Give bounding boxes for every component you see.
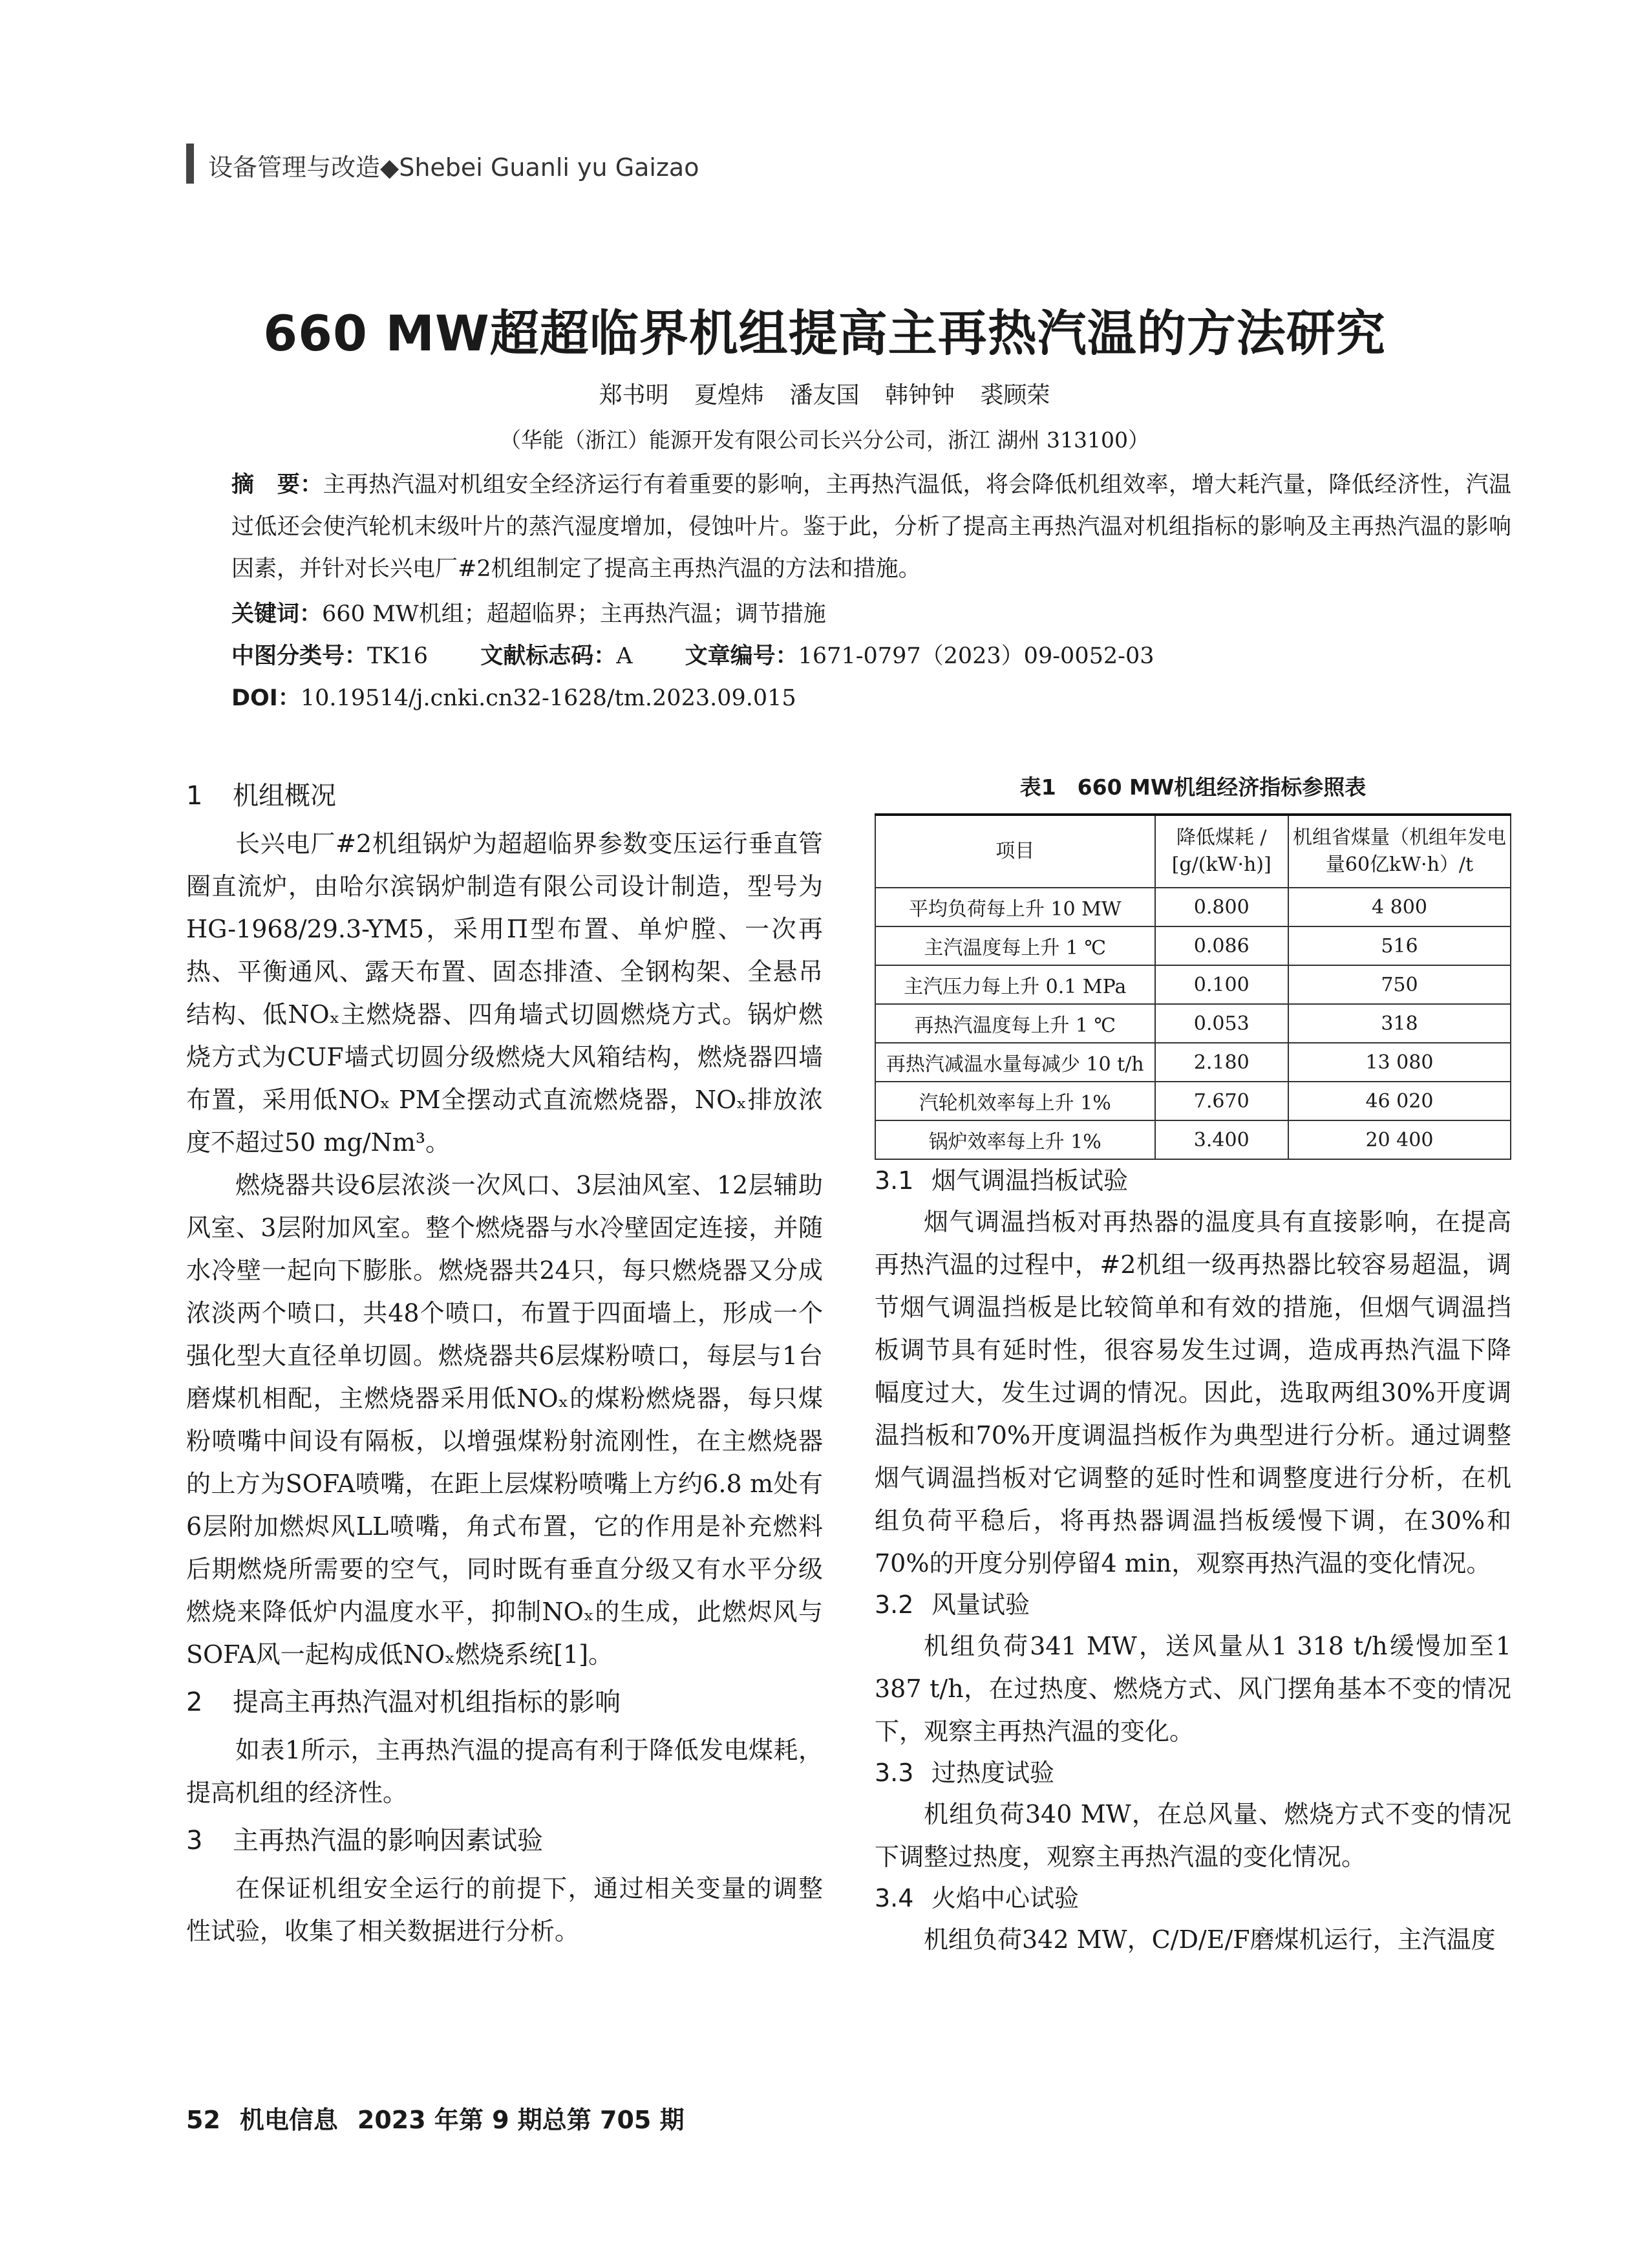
table-cell: 0.100 bbox=[1155, 965, 1288, 1004]
section-3-heading bbox=[186, 1818, 823, 1863]
table-cell: 318 bbox=[1288, 1004, 1511, 1043]
section-title: 机组概况 bbox=[233, 781, 336, 811]
journal-name: 机电信息 bbox=[239, 2106, 338, 2134]
keywords-label: 关键词： bbox=[231, 601, 323, 627]
table-caption: 表1 660 MW机组经济指标参照表 bbox=[1019, 775, 1367, 800]
table-cell: 20 400 bbox=[1288, 1120, 1511, 1159]
running-header: 设备管理与改造◆Shebei Guanli yu Gaizao bbox=[208, 153, 699, 182]
section-3-2-heading bbox=[875, 1585, 1511, 1625]
doc-item bbox=[480, 643, 632, 669]
clc-label: 中图分类号： bbox=[231, 643, 368, 669]
affiliation: （华能（浙江）能源开发有限公司长兴分公司，浙江 湖州 313100） bbox=[500, 427, 1149, 453]
column-header: 降低煤耗 / [g/(kW·h)] bbox=[1155, 815, 1288, 888]
abstract bbox=[231, 464, 1511, 590]
clc-value: TK16 bbox=[367, 643, 429, 669]
art-value: 1671-0797（2023）09-0052-03 bbox=[798, 643, 1154, 669]
table-cell: 2.180 bbox=[1155, 1043, 1288, 1082]
table-row bbox=[875, 1004, 1511, 1043]
section-title: 过热度试验 bbox=[931, 1759, 1055, 1787]
table-row bbox=[875, 1120, 1511, 1159]
section-number: 3 bbox=[186, 1826, 203, 1856]
doi-link[interactable]: 10.19514/j.cnki.cn32-1628/tm.2023.09.015 bbox=[300, 685, 796, 711]
table-cell: 46 020 bbox=[1288, 1082, 1511, 1120]
abstract-text: 主再热汽温对机组安全经济运行有着重要的影响，主再热汽温低，将会降低机组效率，增大耗汽量，降低经济性，汽温过低还会使汽轮机末级叶片的蒸汽湿度增加，侵蚀叶片。鉴于此，分析了提高主再热汽温对机组指标的影响及主再热汽温的影响因素，并针对长兴电厂#2机组制定了提高主再热汽温的方法和措施。 bbox=[231, 472, 1511, 582]
art-label: 文章编号： bbox=[685, 643, 798, 669]
column-header: 项目 bbox=[875, 815, 1155, 888]
table-cell: 再热汽温度每上升 1 ℃ bbox=[875, 1004, 1155, 1043]
paragraph: 机组负荷341 MW，送风量从1 318 t/h缓慢加至1 387 t/h，在过热度、燃烧方式、风门摆角基本不变的情况下，观察主再热汽温的变化。 bbox=[875, 1632, 1511, 1746]
doc-value: A bbox=[616, 643, 633, 669]
table-cell: 主汽压力每上升 0.1 MPa bbox=[875, 965, 1155, 1004]
table-cell: 516 bbox=[1288, 926, 1511, 965]
paragraph: 在保证机组安全运行的前提下，通过相关变量的调整性试验，收集了相关数据进行分析。 bbox=[186, 1874, 823, 1945]
keywords bbox=[231, 594, 1511, 636]
section-number: 1 bbox=[186, 781, 203, 811]
paragraph: 如表1所示，主再热汽温的提高有利于降低发电煤耗，提高机组的经济性。 bbox=[186, 1736, 823, 1807]
section-number: 2 bbox=[186, 1687, 203, 1717]
section-title: 风量试验 bbox=[931, 1590, 1030, 1619]
authors: 郑书明 夏煌炜 潘友国 韩钟钟 裘顾荣 bbox=[599, 382, 1050, 409]
doi bbox=[231, 678, 1511, 720]
table-row bbox=[875, 888, 1511, 926]
art-item bbox=[685, 643, 1154, 669]
section-number: 3.2 bbox=[875, 1590, 914, 1619]
page-number: 52 bbox=[186, 2106, 220, 2134]
left-column bbox=[186, 769, 823, 1952]
paragraph: 燃烧器共设6层浓淡一次风口、3层油风室、12层辅助风室、3层附加风室。整个燃烧器与水冷壁固定连接，并随水冷壁一起向下膨胀。燃烧器共24只，每只燃烧器又分成浓淡两个喷口，共48个喷口，布置于四面墙上，形成一个强化型大直径单切圆。燃烧器共6层煤粉喷口，每层与1台磨煤机相配，主燃烧器采用低NOₓ的煤粉燃烧器，每只煤粉喷嘴中间设有隔板，以增强煤粉射流刚性，在主燃烧器的上方为SOFA喷嘴，在距上层煤粉喷嘴上方约6.8 m处有6层附加燃烬风LL喷嘴，角式布置，它的作用是补充燃料后期燃烧所需要的空气，同时既有垂直分级又有水平分级燃烧来降低炉内温度水平，抑制NOₓ的生成，此燃烬风与SOFA风一起构成低NOₓ燃烧系统[1]。 bbox=[186, 1171, 823, 1669]
section-1-heading bbox=[186, 773, 823, 818]
clc-item bbox=[231, 643, 428, 669]
table-cell: 750 bbox=[1288, 965, 1511, 1004]
paragraph: 烟气调温挡板对再热器的温度具有直接影响，在提高再热汽温的过程中，#2机组一级再热器比较容易超温，调节烟气调温挡板是比较简单和有效的措施，但烟气调温挡板调节具有延时性，很容易发生过调，造成再热汽温下降幅度过大，发生过调的情况。因此，选取两组30%开度调温挡板和70%开度调温挡板作为典型进行分析。通过调整烟气调温挡板对它调整的延时性和调整度进行分析，在机组负荷平稳后，将再热器调温挡板缓慢下调，在30%和70%的开度分别停留4 min，观察再热汽温的变化情况。 bbox=[875, 1208, 1511, 1578]
table-row bbox=[875, 926, 1511, 965]
keywords-text: 660 MW机组；超超临界；主再热汽温；调节措施 bbox=[322, 601, 826, 627]
table-cell: 0.053 bbox=[1155, 1004, 1288, 1043]
paragraph: 机组负荷340 MW，在总风量、燃烧方式不变的情况下调整过热度，观察主再热汽温的变化情况。 bbox=[875, 1800, 1511, 1871]
table-cell: 3.400 bbox=[1155, 1120, 1288, 1159]
right-column bbox=[875, 1161, 1511, 1961]
section-title: 主再热汽温的影响因素试验 bbox=[233, 1826, 543, 1856]
table-cell: 4 800 bbox=[1288, 888, 1511, 926]
economic-index-table bbox=[875, 813, 1511, 1160]
issue-info: 2023 年第 9 期总第 705 期 bbox=[357, 2106, 685, 2134]
section-title: 火焰中心试验 bbox=[931, 1884, 1080, 1912]
classification bbox=[231, 636, 1511, 678]
table-row bbox=[875, 1082, 1511, 1120]
page-title: 660 MW超超临界机组提高主再热汽温的方法研究 bbox=[263, 305, 1386, 362]
doc-label: 文献标志码： bbox=[480, 643, 617, 669]
table-cell: 0.800 bbox=[1155, 888, 1288, 926]
section-title: 提高主再热汽温对机组指标的影响 bbox=[233, 1687, 621, 1717]
table-row bbox=[875, 965, 1511, 1004]
table-cell: 汽轮机效率每上升 1% bbox=[875, 1082, 1155, 1120]
paragraph: 机组负荷342 MW，C/D/E/F磨煤机运行，主汽温度 bbox=[924, 1925, 1496, 1954]
section-3-1-heading bbox=[875, 1161, 1511, 1201]
table-cell: 锅炉效率每上升 1% bbox=[875, 1120, 1155, 1159]
table-header-row bbox=[875, 815, 1511, 888]
section-number: 3.4 bbox=[875, 1884, 914, 1912]
table-cell: 再热汽减温水量每减少 10 t/h bbox=[875, 1043, 1155, 1082]
table-cell: 主汽温度每上升 1 ℃ bbox=[875, 926, 1155, 965]
table-cell: 0.086 bbox=[1155, 926, 1288, 965]
doi-label: DOI： bbox=[231, 685, 301, 711]
paragraph: 长兴电厂#2机组锅炉为超超临界参数变压运行垂直管圈直流炉，由哈尔滨锅炉制造有限公司设计制造，型号为HG-1968/29.3-YM5，采用Π型布置、单炉膛、一次再热、平衡通风、露天布置、固态排渣、全钢构架、全悬吊结构、低NOₓ主燃烧器、四角墙式切圆燃烧方式。锅炉燃烧方式为CUF墙式切圆分级燃烧大风箱结构，燃烧器四墙布置，采用低NOₓ PM全摆动式直流燃烧器，NOₓ排放浓度不超过50 mg/Nm³。 bbox=[186, 829, 823, 1157]
section-number: 3.3 bbox=[875, 1759, 914, 1787]
table-cell: 平均负荷每上升 10 MW bbox=[875, 888, 1155, 926]
section-2-heading bbox=[186, 1680, 823, 1725]
table-cell: 13 080 bbox=[1288, 1043, 1511, 1082]
section-number: 3.1 bbox=[875, 1166, 914, 1195]
section-3-3-heading bbox=[875, 1753, 1511, 1793]
table-cell: 7.670 bbox=[1155, 1082, 1288, 1120]
section-title: 烟气调温挡板试验 bbox=[931, 1166, 1129, 1195]
section-3-4-heading bbox=[875, 1878, 1511, 1918]
header-bar bbox=[186, 144, 194, 184]
page-footer bbox=[186, 2100, 704, 2135]
abstract-label: 摘 要： bbox=[231, 472, 323, 498]
table-row bbox=[875, 1043, 1511, 1082]
column-header: 机组省煤量（机组年发电量60亿kW·h）/t bbox=[1288, 815, 1511, 888]
